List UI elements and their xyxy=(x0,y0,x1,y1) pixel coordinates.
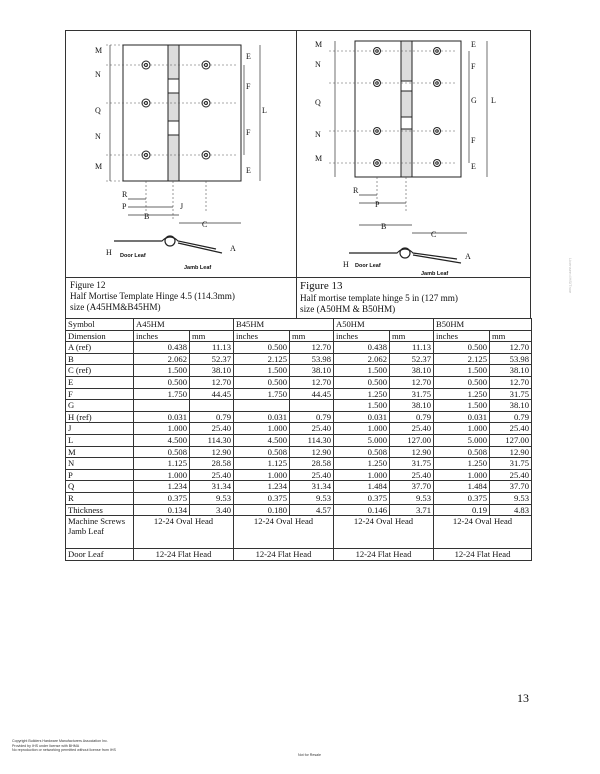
table-row xyxy=(66,446,532,458)
cell-inches: 0.500 xyxy=(134,376,190,388)
cell-mm: 28.58 xyxy=(190,458,234,470)
figure-panel xyxy=(65,30,531,278)
subheader-dimension: Dimension xyxy=(66,330,134,342)
cell-inches: 1.250 xyxy=(334,458,390,470)
door-leaf-screw-spec: 12-24 Flat Head xyxy=(334,549,434,561)
fig12-letter-p: P xyxy=(122,202,127,211)
fig13-letter-c: C xyxy=(431,230,437,239)
cell-inches: 0.134 xyxy=(134,504,190,516)
cell-mm: 12.90 xyxy=(190,446,234,458)
cell-inches: 1.484 xyxy=(434,481,490,493)
fig12-letter-n2: N xyxy=(95,132,101,141)
copyright-footer xyxy=(12,739,116,753)
row-symbol: F xyxy=(66,388,134,400)
cell-mm: 25.40 xyxy=(390,423,434,435)
cell-mm: 25.40 xyxy=(190,423,234,435)
cell-mm: 12.90 xyxy=(390,446,434,458)
fig12-letter-f1: F xyxy=(246,82,251,91)
cell-inches: 1.234 xyxy=(134,481,190,493)
cell-mm: 38.10 xyxy=(290,365,334,377)
cell-inches: 0.375 xyxy=(334,492,390,504)
cell-mm: 28.58 xyxy=(290,458,334,470)
subheader-mm: mm xyxy=(190,330,234,342)
cell-mm: 25.40 xyxy=(490,469,532,481)
cell-mm: 37.70 xyxy=(490,481,532,493)
cell-inches: 1.484 xyxy=(334,481,390,493)
table-row xyxy=(66,388,532,400)
cell-inches: 4.500 xyxy=(234,434,290,446)
cell-mm: 4.83 xyxy=(490,504,532,516)
cell-inches: 1.500 xyxy=(434,365,490,377)
fig13-letter-l: L xyxy=(491,96,496,105)
table-row xyxy=(66,469,532,481)
cell-mm: 31.75 xyxy=(390,458,434,470)
row-symbol: L xyxy=(66,434,134,446)
cell-inches: 1.000 xyxy=(434,469,490,481)
fig12-letter-e2: E xyxy=(246,166,251,175)
figure-12-title: Figure 12 xyxy=(70,280,106,290)
cell-inches: 0.031 xyxy=(134,411,190,423)
cell-mm: 25.40 xyxy=(290,469,334,481)
cell-inches: 0.508 xyxy=(234,446,290,458)
cell-mm: 9.53 xyxy=(190,492,234,504)
cell-mm: 52.37 xyxy=(190,353,234,365)
cell-mm: 31.75 xyxy=(490,388,532,400)
figure-13-desc: Half mortise template hinge 5 in (127 mm) xyxy=(300,293,458,303)
figure-12-caption xyxy=(70,280,292,313)
cell-inches: 0.500 xyxy=(334,376,390,388)
cell-inches: 1.000 xyxy=(234,423,290,435)
table-header-row xyxy=(66,319,532,331)
cell-mm: 52.37 xyxy=(390,353,434,365)
cell-mm: 11.13 xyxy=(190,342,234,354)
fig13-door-leaf-label: Door Leaf xyxy=(355,263,381,269)
cell-inches: 1.125 xyxy=(234,458,290,470)
cell-mm: 12.70 xyxy=(390,376,434,388)
figure-13-size: size (A50HM & B50HM) xyxy=(300,304,396,314)
cell-inches: 0.375 xyxy=(134,492,190,504)
figure-13-drawing xyxy=(297,31,530,277)
cell-inches: 5.000 xyxy=(334,434,390,446)
fig12-letter-e1: E xyxy=(246,52,251,61)
fig12-letter-h: H xyxy=(106,248,112,257)
cell-inches: 0.508 xyxy=(134,446,190,458)
row-symbol: R xyxy=(66,492,134,504)
row-symbol: H (ref) xyxy=(66,411,134,423)
row-symbol: M xyxy=(66,446,134,458)
cell-inches: 0.508 xyxy=(434,446,490,458)
header-b45hm: B45HM xyxy=(234,319,334,331)
cell-mm: 37.70 xyxy=(390,481,434,493)
footer-line-3: No reproduction or networking permitted without license from IHS xyxy=(12,748,116,753)
cell-mm: 38.10 xyxy=(490,400,532,412)
cell-mm: 53.98 xyxy=(290,353,334,365)
cell-mm: 4.57 xyxy=(290,504,334,516)
figure-13-title: Figure 13 xyxy=(300,280,343,292)
cell-inches: 2.062 xyxy=(334,353,390,365)
machine-screw-spec: 12-24 Oval Head xyxy=(334,516,434,549)
caption-divider xyxy=(296,278,297,318)
cell-inches: 1.234 xyxy=(234,481,290,493)
fig12-jamb-leaf-label: Jamb Leaf xyxy=(184,265,212,271)
cell-inches: 1.000 xyxy=(134,423,190,435)
figure-12-size: size (A45HM&B45HM) xyxy=(70,302,161,312)
cell-mm: 38.10 xyxy=(390,365,434,377)
not-for-resale-notice: Not for Resale xyxy=(298,753,321,757)
fig13-letter-n2: N xyxy=(315,130,321,139)
fig13-letter-a: A xyxy=(465,252,471,261)
row-symbol: B xyxy=(66,353,134,365)
table-row xyxy=(66,504,532,516)
cell-mm: 25.40 xyxy=(490,423,532,435)
fig12-letter-n1: N xyxy=(95,70,101,79)
cell-mm: 31.75 xyxy=(390,388,434,400)
table-row xyxy=(66,411,532,423)
fig13-letter-n1: N xyxy=(315,60,321,69)
cell-inches: 0.146 xyxy=(334,504,390,516)
table-row xyxy=(66,492,532,504)
cell-inches: 2.125 xyxy=(234,353,290,365)
fig12-letter-a: A xyxy=(230,244,236,253)
cell-mm: 9.53 xyxy=(390,492,434,504)
cell-mm: 12.70 xyxy=(290,376,334,388)
row-symbol: J xyxy=(66,423,134,435)
fig12-door-leaf-label: Door Leaf xyxy=(120,253,146,259)
table-row xyxy=(66,458,532,470)
cell-inches: 0.375 xyxy=(434,492,490,504)
fig12-letter-c: C xyxy=(202,220,208,229)
cell-inches: 0.375 xyxy=(234,492,290,504)
cell-inches: 0.031 xyxy=(234,411,290,423)
cell-inches: 1.750 xyxy=(134,388,190,400)
figure-captions xyxy=(65,277,531,319)
cell-mm: 38.10 xyxy=(190,365,234,377)
subheader-mm: mm xyxy=(490,330,532,342)
cell-mm: 127.00 xyxy=(490,434,532,446)
cell-inches: 1.250 xyxy=(434,388,490,400)
cell-inches: 1.000 xyxy=(234,469,290,481)
row-symbol: Thickness xyxy=(66,504,134,516)
table-row xyxy=(66,481,532,493)
fig13-letter-m1: M xyxy=(315,40,323,49)
cell-mm: 9.53 xyxy=(290,492,334,504)
cell-mm: 38.10 xyxy=(390,400,434,412)
figure-12-drawing xyxy=(66,31,296,277)
subheader-mm: mm xyxy=(290,330,334,342)
figure-12-desc: Half Mortise Template Hinge 4.5 (114.3mm) xyxy=(70,291,235,301)
cell-mm: 12.70 xyxy=(290,342,334,354)
cell-mm: 11.13 xyxy=(390,342,434,354)
table-row xyxy=(66,434,532,446)
fig13-jamb-leaf-label: Jamb Leaf xyxy=(421,271,449,277)
table-row xyxy=(66,376,532,388)
door-leaf-screw-spec: 12-24 Flat Head xyxy=(434,549,532,561)
cell-inches: 5.000 xyxy=(434,434,490,446)
machine-screw-spec: 12-24 Oval Head xyxy=(134,516,234,549)
subheader-inches: inches xyxy=(234,330,290,342)
cell-inches: 4.500 xyxy=(134,434,190,446)
cell-mm: 25.40 xyxy=(390,469,434,481)
header-a50hm: A50HM xyxy=(334,319,434,331)
fig13-letter-m2: M xyxy=(315,154,323,163)
door-leaf-screw-spec: 12-24 Flat Head xyxy=(134,549,234,561)
cell-inches: 0.500 xyxy=(434,342,490,354)
cell-mm: 3.71 xyxy=(390,504,434,516)
subheader-inches: inches xyxy=(434,330,490,342)
cell-inches: 0.438 xyxy=(134,342,190,354)
cell-inches xyxy=(234,400,290,412)
cell-inches: 0.438 xyxy=(334,342,390,354)
margin-licensee-mark: Licensee=IHS/Tnoe xyxy=(568,258,573,294)
cell-inches: 0.180 xyxy=(234,504,290,516)
cell-inches: 1.500 xyxy=(134,365,190,377)
table-row xyxy=(66,423,532,435)
cell-inches: 1.500 xyxy=(234,365,290,377)
row-symbol: A (ref) xyxy=(66,342,134,354)
subheader-inches: inches xyxy=(334,330,390,342)
cell-mm: 31.34 xyxy=(290,481,334,493)
fig12-letter-m1: M xyxy=(95,46,103,55)
door-leaf-row xyxy=(66,549,532,561)
cell-inches: 0.031 xyxy=(434,411,490,423)
table-subheader-row xyxy=(66,330,532,342)
cell-mm: 0.79 xyxy=(190,411,234,423)
machine-screw-spec: 12-24 Oval Head xyxy=(434,516,532,549)
cell-inches: 1.500 xyxy=(434,400,490,412)
fig12-letter-l: L xyxy=(262,106,267,115)
fig13-letter-e2: E xyxy=(471,162,476,171)
cell-mm: 0.79 xyxy=(290,411,334,423)
cell-inches: 1.000 xyxy=(334,469,390,481)
cell-inches: 1.750 xyxy=(234,388,290,400)
fig13-letter-r: R xyxy=(353,186,359,195)
subheader-inches: inches xyxy=(134,330,190,342)
fig13-letter-g: G xyxy=(471,96,477,105)
fig12-letter-m2: M xyxy=(95,162,103,171)
cell-mm: 44.45 xyxy=(290,388,334,400)
fig13-letter-e1: E xyxy=(471,40,476,49)
cell-inches: 1.000 xyxy=(434,423,490,435)
cell-inches: 0.500 xyxy=(434,376,490,388)
cell-inches: 1.500 xyxy=(334,365,390,377)
table-row xyxy=(66,400,532,412)
cell-mm: 44.45 xyxy=(190,388,234,400)
fig12-plate xyxy=(123,45,241,181)
fig12-letter-r: R xyxy=(122,190,128,199)
cell-inches: 2.062 xyxy=(134,353,190,365)
fig13-letter-p: P xyxy=(375,200,380,209)
cell-inches: 1.125 xyxy=(134,458,190,470)
row-symbol: N xyxy=(66,458,134,470)
row-symbol: Q xyxy=(66,481,134,493)
row-symbol: E xyxy=(66,376,134,388)
page-number: 13 xyxy=(517,691,529,705)
table-row xyxy=(66,365,532,377)
cell-inches: 0.508 xyxy=(334,446,390,458)
cell-mm: 114.30 xyxy=(290,434,334,446)
cell-mm: 9.53 xyxy=(490,492,532,504)
cell-mm: 12.70 xyxy=(190,376,234,388)
cell-mm: 3.40 xyxy=(190,504,234,516)
machine-screw-spec: 12-24 Oval Head xyxy=(234,516,334,549)
door-leaf-screw-spec: 12-24 Flat Head xyxy=(234,549,334,561)
machine-screws-row xyxy=(66,516,532,549)
door-leaf-label: Door Leaf xyxy=(66,549,134,561)
cell-mm: 31.34 xyxy=(190,481,234,493)
fig12-letter-j: J xyxy=(180,202,184,211)
cell-inches: 1.500 xyxy=(334,400,390,412)
cell-mm xyxy=(290,400,334,412)
cell-mm: 38.10 xyxy=(490,365,532,377)
cell-inches xyxy=(134,400,190,412)
row-symbol: G xyxy=(66,400,134,412)
cell-mm: 12.90 xyxy=(290,446,334,458)
cell-mm: 12.90 xyxy=(490,446,532,458)
machine-screws-label: Machine Screws Jamb Leaf xyxy=(66,516,134,549)
fig13-letter-q: Q xyxy=(315,98,321,107)
footer-line-2: Provided by IHS under license with BHMA xyxy=(12,743,80,748)
cell-inches: 0.500 xyxy=(234,342,290,354)
fig13-letter-b: B xyxy=(381,222,387,231)
cell-mm: 0.79 xyxy=(490,411,532,423)
footer-line-1: Copyright Builders Hardware Manufacturers Association Inc. xyxy=(12,739,108,743)
fig12-letter-b: B xyxy=(144,212,150,221)
cell-mm: 25.40 xyxy=(290,423,334,435)
table-row xyxy=(66,342,532,354)
cell-mm: 127.00 xyxy=(390,434,434,446)
cell-mm: 12.70 xyxy=(490,342,532,354)
table-row xyxy=(66,353,532,365)
header-a45hm: A45HM xyxy=(134,319,234,331)
header-symbol: Symbol xyxy=(66,319,134,331)
cell-mm: 12.70 xyxy=(490,376,532,388)
cell-inches: 1.250 xyxy=(434,458,490,470)
cell-inches: 1.250 xyxy=(334,388,390,400)
row-symbol: C (ref) xyxy=(66,365,134,377)
figure-13-caption xyxy=(300,280,528,315)
cell-inches: 2.125 xyxy=(434,353,490,365)
cell-mm: 31.75 xyxy=(490,458,532,470)
fig12-letter-q: Q xyxy=(95,106,101,115)
subheader-mm: mm xyxy=(390,330,434,342)
cell-mm: 0.79 xyxy=(390,411,434,423)
cell-inches: 1.000 xyxy=(134,469,190,481)
fig12-letter-f2: F xyxy=(246,128,251,137)
fig13-letter-h: H xyxy=(343,260,349,269)
cell-inches: 1.000 xyxy=(334,423,390,435)
cell-mm: 114.30 xyxy=(190,434,234,446)
hinge-dimension-table xyxy=(65,318,532,561)
cell-inches: 0.031 xyxy=(334,411,390,423)
row-symbol: P xyxy=(66,469,134,481)
fig13-letter-f1: F xyxy=(471,62,476,71)
cell-mm xyxy=(190,400,234,412)
cell-inches: 0.500 xyxy=(234,376,290,388)
cell-inches: 0.19 xyxy=(434,504,490,516)
cell-mm: 53.98 xyxy=(490,353,532,365)
header-b50hm: B50HM xyxy=(434,319,532,331)
fig13-letter-f2: F xyxy=(471,136,476,145)
cell-mm: 25.40 xyxy=(190,469,234,481)
